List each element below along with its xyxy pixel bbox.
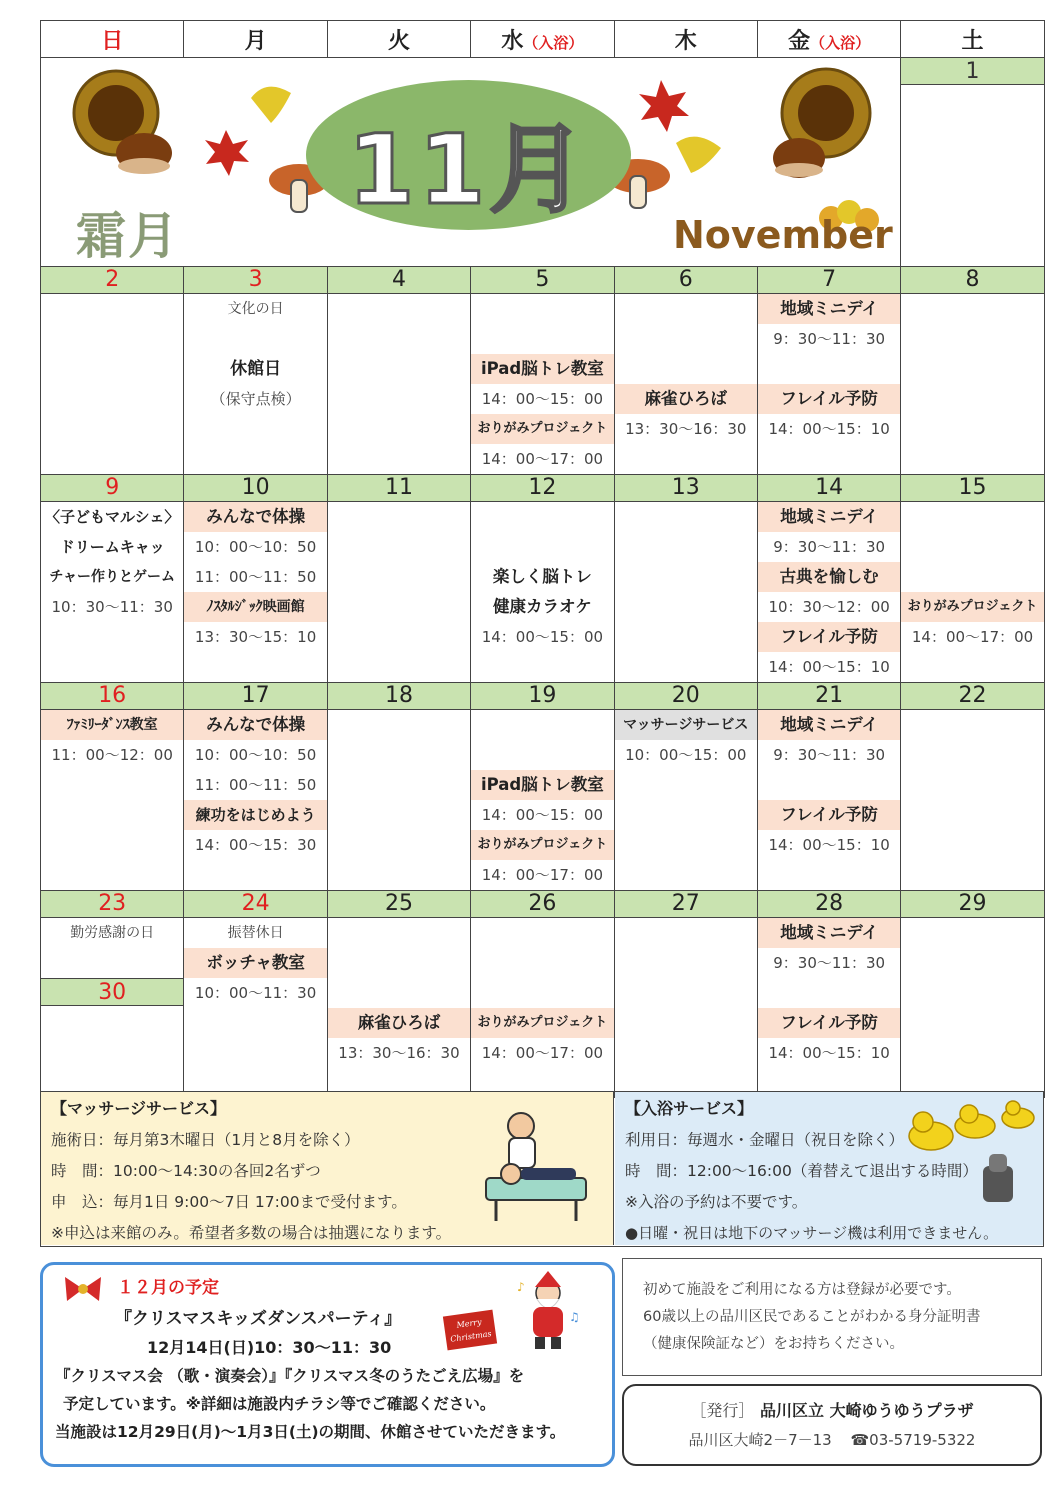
kanji-month: 霜月 — [76, 207, 180, 265]
chestnut-icon — [773, 69, 870, 178]
event-label: おりがみプロジェクト — [471, 414, 613, 444]
event-time: 14：00～15：10 — [768, 1044, 890, 1062]
weekday-sun: 日 — [41, 21, 184, 58]
day-cell-11 — [327, 502, 470, 683]
publisher-name: 品川区立 大崎ゆうゆうプラザ — [760, 1401, 974, 1420]
event-time: 13：30～15：10 — [194, 628, 317, 646]
date-2: 2 — [41, 267, 184, 294]
registration-line: 60歳以上の品川区民であることがわかる身分証明書 — [643, 1309, 981, 1325]
day-cell-28 — [757, 918, 900, 1098]
date-19: 19 — [471, 683, 614, 710]
day-cell-17 — [184, 710, 327, 891]
day-cell-9 — [41, 502, 184, 683]
calendar-table — [40, 20, 1045, 1098]
day-cell-24 — [184, 918, 327, 1098]
event-label: 地域ミニデイ — [758, 294, 900, 324]
day-cell-3 — [184, 294, 327, 475]
date-4: 4 — [327, 267, 470, 294]
date-row — [41, 267, 1045, 294]
publisher-box — [622, 1384, 1042, 1466]
date-25: 25 — [327, 891, 470, 918]
event-label: iPad脳トレ教室 — [471, 770, 613, 800]
day-cell-8 — [901, 294, 1044, 475]
event-time: 14：00～15：10 — [768, 420, 890, 438]
event-label: ﾉｽﾀﾙｼﾞｯｸ映画館 — [184, 592, 326, 622]
event-time: 9：30～11：30 — [773, 330, 886, 348]
day-cell-7 — [757, 294, 900, 475]
date-5: 5 — [471, 267, 614, 294]
event-label: みんなで体操 — [184, 502, 326, 532]
month-title: 11月 — [347, 114, 590, 226]
duck-icon — [903, 1096, 1043, 1206]
registration-line: （健康保険証など）をお持ちください。 — [643, 1336, 904, 1352]
date-8: 8 — [901, 267, 1044, 294]
day-cell-5 — [471, 294, 614, 475]
massage-line: 施術日：毎月第3木曜日（1月と8月を除く） — [51, 1131, 360, 1149]
date-3: 3 — [184, 267, 327, 294]
event-time: 14：00～17：00 — [481, 450, 604, 468]
day-cell-6 — [614, 294, 757, 475]
event-label: おりがみプロジェクト — [471, 1008, 613, 1038]
date-23: 23 — [41, 891, 184, 918]
weekday-wed: 水（入浴） — [471, 21, 614, 58]
event-time: 10：00～15：00 — [625, 746, 747, 764]
day-cell-12 — [471, 502, 614, 683]
event-time: 11：00～11：50 — [194, 568, 317, 586]
month-banner — [41, 58, 901, 267]
registration-notice — [622, 1258, 1042, 1376]
date-24: 24 — [184, 891, 327, 918]
bath-tag: （入浴） — [810, 33, 871, 52]
event-time: 14：00～15：00 — [481, 806, 604, 824]
event-time: 14：00～17：00 — [481, 866, 604, 884]
event-label: 〈子どもマルシェ〉 — [45, 508, 180, 526]
service-info-panel — [40, 1091, 1044, 1247]
event-label: 麻雀ひろば — [615, 384, 757, 414]
event-label: 古典を愉しむ — [758, 562, 900, 592]
day-cell-14 — [757, 502, 900, 683]
day-cell-2 — [41, 294, 184, 475]
day-cell-18 — [327, 710, 470, 891]
event-time: 11：00～12：00 — [51, 746, 173, 764]
event-time: 9：30～11：30 — [773, 746, 886, 764]
event-time: 14：00～17：00 — [481, 1044, 604, 1062]
event-label: 健康カラオケ — [493, 597, 592, 616]
event-time: 14：00～15：00 — [481, 628, 604, 646]
date-12: 12 — [471, 475, 614, 502]
publisher-label: ［発行］ — [690, 1401, 755, 1420]
date-9: 9 — [41, 475, 184, 502]
event-time: 10：30～12：00 — [768, 598, 890, 616]
december-line: 『クリスマス会 （歌・演奏会）』『クリスマス冬のうたごえ広場』を — [55, 1367, 525, 1385]
december-title: １２月の予定 — [117, 1278, 219, 1298]
holiday-note: 振替休日 — [227, 925, 284, 941]
massage-line: 時 間：10:00～14:30の各回2名ずつ — [51, 1162, 321, 1180]
date-row — [41, 683, 1045, 710]
massage-line: 申 込：毎月1日 9:00～7日 17:00まで受付ます。 — [51, 1193, 407, 1211]
holiday-note: 勤労感謝の日 — [70, 925, 155, 941]
date-13: 13 — [614, 475, 757, 502]
event-label: 楽しく脳トレ — [492, 567, 592, 586]
date-27: 27 — [614, 891, 757, 918]
event-label: フレイル予防 — [758, 1008, 900, 1038]
day-cell-19 — [471, 710, 614, 891]
event-time: 10：00～11：30 — [194, 984, 317, 1002]
day-cell-29 — [901, 918, 1044, 1098]
ribbon-bow-icon — [61, 1273, 105, 1307]
santa-icon — [513, 1271, 583, 1351]
date-10: 10 — [184, 475, 327, 502]
svg-text:♫: ♫ — [569, 1310, 580, 1324]
event-time: 9：30～11：30 — [773, 954, 886, 972]
event-time: 14：00～17：00 — [911, 628, 1034, 646]
svg-text:♪: ♪ — [517, 1280, 525, 1294]
event-time: 14：00～15：10 — [768, 836, 890, 854]
event-time: 10：00～10：50 — [194, 746, 317, 764]
date-22: 22 — [901, 683, 1044, 710]
date-14: 14 — [757, 475, 900, 502]
date-17: 17 — [184, 683, 327, 710]
event-label: チャー作りとゲーム — [49, 569, 175, 585]
event-time: 9：30～11：30 — [773, 538, 886, 556]
ginkgo-leaf-icon — [676, 137, 721, 173]
ginkgo-leaf-icon — [251, 87, 291, 123]
maple-leaf-icon — [639, 80, 689, 132]
event-time: 14：00～15：00 — [481, 390, 604, 408]
event-time: 14：00～15：30 — [194, 836, 317, 854]
event-label: ボッチャ教室 — [184, 948, 326, 978]
holiday-note: 文化の日 — [227, 301, 284, 317]
registration-line: 初めて施設をご利用になる方は登録が必要です。 — [643, 1282, 961, 1298]
event-label: 麻雀ひろば — [328, 1008, 470, 1038]
publisher-phone: ☎03-5719-5322 — [850, 1431, 976, 1449]
event-label: おりがみプロジェクト — [471, 830, 613, 860]
massage-illustration-icon — [481, 1106, 591, 1226]
bath-line: ●日曜・祝日は地下のマッサージ機は利用できません。 — [625, 1224, 999, 1242]
day-cell-13 — [614, 502, 757, 683]
event-time: 13：30～16：30 — [625, 420, 747, 438]
december-plans — [40, 1262, 615, 1467]
english-month: November — [673, 213, 893, 257]
date-1: 1 — [901, 58, 1044, 85]
date-20: 20 — [614, 683, 757, 710]
bath-line: 時 間：12:00～16:00（着替えて退出する時間） — [625, 1162, 978, 1180]
weekday-mon: 月 — [184, 21, 327, 58]
event-time: 14：00～15：10 — [768, 658, 890, 676]
date-15: 15 — [901, 475, 1044, 502]
day-cell-27 — [614, 918, 757, 1098]
bath-info — [615, 1092, 1043, 1245]
date-11: 11 — [327, 475, 470, 502]
event-label: ﾌｧﾐﾘｰﾀﾞﾝｽ教室 — [41, 710, 183, 740]
december-event-time: 12月14日(日)10：30～11：30 — [147, 1338, 392, 1357]
massage-title: 【マッサージサービス】 — [51, 1099, 227, 1118]
weekday-sat: 土 — [901, 21, 1044, 58]
date-18: 18 — [327, 683, 470, 710]
day-cell-16 — [41, 710, 184, 891]
weekday-header-row — [41, 21, 1045, 58]
event-label: 地域ミニデイ — [758, 502, 900, 532]
weekday-tue: 火 — [327, 21, 470, 58]
event-time: 13：30～16：30 — [338, 1044, 460, 1062]
event-label: フレイル予防 — [758, 384, 900, 414]
day-cell-1 — [901, 85, 1044, 267]
publisher-name-line — [624, 1398, 1040, 1421]
day-cell-4 — [327, 294, 470, 475]
december-event: 『クリスマスキッズダンスパーティ』 — [115, 1309, 402, 1329]
event-time: 10：00～10：50 — [194, 538, 317, 556]
event-label: おりがみプロジェクト — [901, 592, 1043, 622]
christmas-card: Merry Christmas — [443, 1310, 497, 1351]
date-26: 26 — [471, 891, 614, 918]
maple-leaf-icon — [205, 130, 249, 176]
date-6: 6 — [614, 267, 757, 294]
event-label: フレイル予防 — [758, 622, 900, 652]
event-time: 10：30～11：30 — [51, 598, 173, 616]
publisher-contact — [624, 1429, 1040, 1450]
closed-reason: （保守点検） — [210, 390, 301, 408]
date-7: 7 — [757, 267, 900, 294]
day-cell-25 — [327, 918, 470, 1098]
massage-line: ※申込は来館のみ。希望者多数の場合は抽選になります。 — [51, 1224, 452, 1242]
closed-label: 休館日 — [230, 359, 282, 379]
day-cell-10 — [184, 502, 327, 683]
event-label: 地域ミニデイ — [758, 918, 900, 948]
date-28: 28 — [757, 891, 900, 918]
event-label: 地域ミニデイ — [758, 710, 900, 740]
december-line: 予定しています。※詳細は施設内チラシ等でご確認ください。 — [63, 1395, 496, 1413]
date-row — [41, 475, 1045, 502]
date-21: 21 — [757, 683, 900, 710]
bath-line: 利用日：毎週水・金曜日（祝日を除く） — [625, 1131, 905, 1149]
bath-title: 【入浴サービス】 — [625, 1099, 754, 1118]
publisher-address: 品川区大崎2－7－13 — [688, 1431, 832, 1449]
event-time: 11：00～11：50 — [194, 776, 317, 794]
event-label: ドリームキャッ — [59, 538, 165, 556]
december-closure-notice: 当施設は12月29日(月)～1月3日(土)の期間、休館させていただきます。 — [55, 1423, 566, 1441]
chestnut-icon — [74, 71, 172, 174]
massage-info — [41, 1092, 614, 1245]
weekday-thu: 木 — [614, 21, 757, 58]
day-cell-26 — [471, 918, 614, 1098]
event-label: iPad脳トレ教室 — [471, 354, 613, 384]
event-label: マッサージサービス — [615, 710, 757, 740]
date-row — [41, 891, 1045, 918]
event-label: 練功をはじめよう — [184, 800, 326, 830]
day-cell-15 — [901, 502, 1044, 683]
day-cell-22 — [901, 710, 1044, 891]
date-30: 30 — [41, 978, 183, 1006]
date-29: 29 — [901, 891, 1044, 918]
weekday-fri: 金（入浴） — [757, 21, 900, 58]
event-label: みんなで体操 — [184, 710, 326, 740]
bath-tag: （入浴） — [523, 33, 584, 52]
event-label: フレイル予防 — [758, 800, 900, 830]
day-cell-20 — [614, 710, 757, 891]
date-16: 16 — [41, 683, 184, 710]
day-cell-23 — [41, 918, 184, 1098]
day-cell-21 — [757, 710, 900, 891]
bath-line: ※入浴の予約は不要です。 — [625, 1193, 808, 1211]
